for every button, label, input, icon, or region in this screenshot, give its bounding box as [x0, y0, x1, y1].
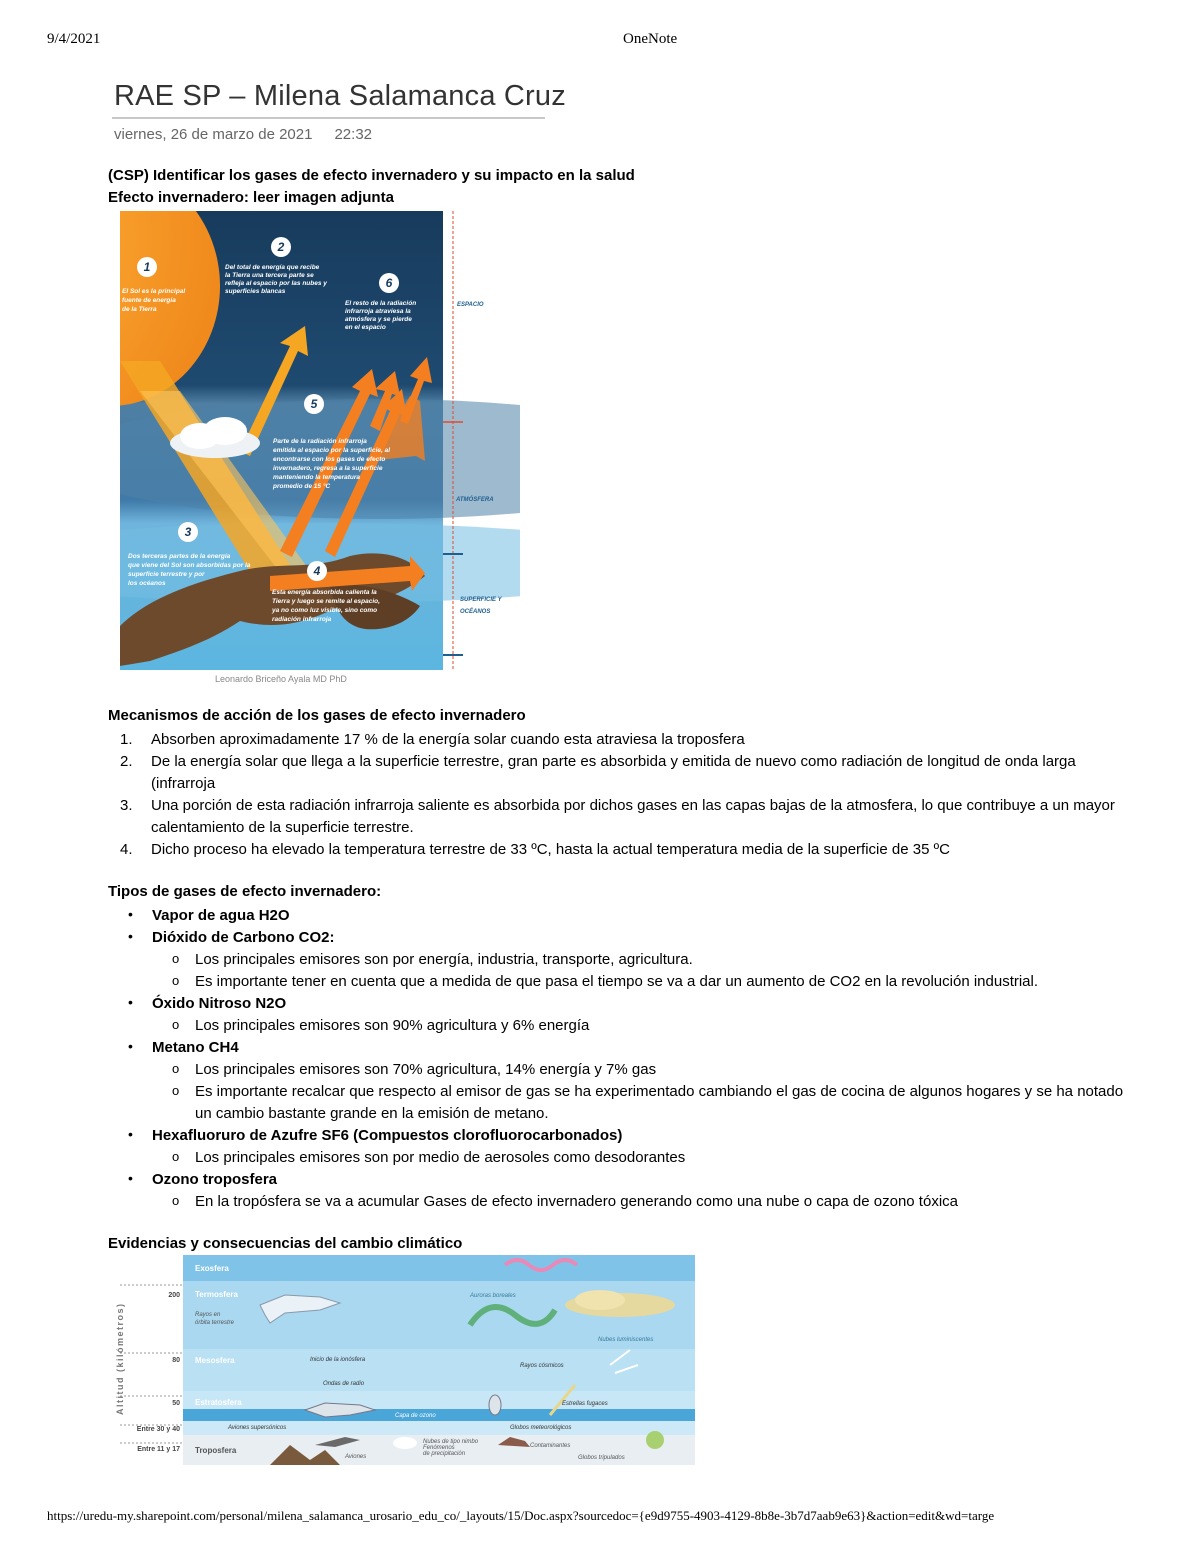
- fig1-caption-5: manteniendo la temperatura: [273, 474, 361, 481]
- fig1-caption-4: ya no como luz visible, sino como: [272, 607, 378, 614]
- fig1-label-espacio: ESPACIO: [457, 302, 484, 308]
- fig2-label-nubes-lum: Nubes luminiscentes: [598, 1337, 654, 1343]
- fig1-caption-5: invernadero, regresa a la superficie: [273, 465, 383, 472]
- fig1-caption-4: radiación infrarroja: [272, 616, 332, 623]
- gas-note: Los principales emisores son por medio de aerosoles como desodorantes: [195, 1149, 686, 1166]
- fig1-caption-2: superficies blancas: [225, 288, 286, 295]
- fig2-label-rayos-x: órbita terrestre: [195, 1320, 235, 1326]
- greenhouse-effect-figure: [120, 211, 520, 686]
- sub-bullet-icon: o: [172, 973, 180, 988]
- gas-note: Es importante recalcar que respecto al emisor de gas se ha experimentado cambiando el gas de cocina de algunos hogares y se ha notado un cambio bastante grande en la emisión de metano.: [195, 1083, 1124, 1122]
- fig1-caption-4: Tierra y luego se remite al espacio,: [272, 598, 380, 605]
- fig2-label-rayos-x: Rayos en: [195, 1312, 221, 1318]
- fig1-caption-2: Del total de energía que recibe: [225, 264, 320, 271]
- fig1-label-atmosfera: ATMÓSFERA: [456, 497, 494, 503]
- bullet-icon: •: [128, 1126, 133, 1142]
- fig1-label-superficie-1: SUPERFICIE Y: [460, 597, 502, 603]
- section-heading-mechanisms: Mecanismos de acción de los gases de efecto invernadero: [108, 707, 526, 724]
- fig1-caption-5: emitida al espacio por la superficie, al: [273, 447, 391, 454]
- fig1-credit: Leonardo Briceño Ayala MD PhD: [215, 674, 347, 684]
- page-time: 22:32: [334, 126, 373, 143]
- gas-note: Los principales emisores son 90% agricultura y 6% energía: [195, 1017, 590, 1034]
- fig2-tick: Entre 11 y 17: [137, 1446, 180, 1453]
- title-underline: [112, 117, 545, 119]
- print-date: 9/4/2021: [47, 31, 101, 47]
- sub-bullet-icon: o: [172, 1017, 180, 1032]
- fig1-num-5: 5: [310, 397, 318, 411]
- fig2-tick: 80: [172, 1357, 180, 1364]
- list-item: 2. De la energía solar que llega a la superficie terrestre, gran parte es absorbida y emitida de nuevo como radiación de longitud de onda larga (infrarroja: [120, 753, 1076, 792]
- gas-note: Es importante tener en cuenta que a medida de que pasa el tiempo se va a dar un aumento de CO2 en la revolución industrial.: [195, 973, 1039, 990]
- fig1-num-2: 2: [277, 240, 285, 254]
- section-heading-csp: (CSP) Identificar los gases de efecto invernadero y su impacto en la salud: [108, 167, 635, 184]
- list-item: 4. Dicho proceso ha elevado la temperatura terrestre de 33 ºC, hasta la actual temperatura media de la superficie de 35 ºC: [120, 841, 950, 858]
- fig2-tick: Entre 30 y 40: [136, 1426, 180, 1433]
- gas-note: Los principales emisores son por energía, industria, transporte, agricultura.: [195, 951, 693, 968]
- bullet-icon: •: [128, 1038, 133, 1054]
- fig1-num-3: 3: [184, 525, 192, 539]
- gas-item: Óxido Nitroso N2O: [152, 995, 287, 1012]
- gas-item: Metano CH4: [152, 1039, 239, 1056]
- fig2-axis-label: Altitud (kilómetros): [115, 1302, 125, 1415]
- page-date: viernes, 26 de marzo de 2021: [114, 126, 313, 143]
- fig1-caption-1: fuente de energía: [122, 297, 176, 304]
- list-item: 3. Una porción de esta radiación infrarroja saliente es absorbida por dichos gases en las capas bajas de la atmosfera, lo que contribuye a un mayor calentamiento de la superficie terrestre.: [120, 797, 1115, 836]
- fig2-label-nubes-lluvia: de precipitación: [423, 1451, 466, 1457]
- fig2-label-globos-trip: Globos tripulados: [578, 1455, 625, 1461]
- page-datetime: [114, 126, 372, 143]
- section-heading-evidence: Evidencias y consecuencias del cambio climático: [108, 1235, 463, 1252]
- fig1-label-superficie-2: OCÉANOS: [460, 609, 491, 615]
- list-item: 1. Absorben aproximadamente 17 % de la energía solar cuando esta atraviesa la troposfera: [120, 731, 745, 748]
- fig1-caption-2: refleja al espacio por las nubes y: [225, 280, 327, 287]
- bullet-icon: •: [128, 1170, 133, 1186]
- fig1-caption-6: infrarroja atraviesa la: [345, 308, 411, 315]
- fig2-tick: 200: [168, 1292, 180, 1299]
- fig1-caption-6: atmósfera y se pierde: [345, 316, 412, 323]
- fig1-caption-3: los océanos: [128, 580, 166, 587]
- sub-bullet-icon: o: [172, 1193, 180, 1208]
- section-heading-gas-types: Tipos de gases de efecto invernadero:: [108, 883, 382, 900]
- fig1-caption-6: en el espacio: [345, 324, 386, 331]
- fig1-caption-5: Parte de la radiación infrarroja: [273, 438, 367, 445]
- gas-item: Ozono troposfera: [152, 1171, 278, 1188]
- fig1-caption-5: promedio de 15 °C: [273, 483, 331, 490]
- fig1-caption-5: encontrarse con los gases de efecto: [273, 456, 386, 463]
- fig2-label-ionosfera: Inicio de la ionósfera: [310, 1357, 366, 1363]
- fig2-label-rayos-cosmicos: Rayos cósmicos: [520, 1363, 564, 1369]
- fig2-label-aviones: Aviones: [345, 1454, 367, 1460]
- gas-item: Hexafluoruro de Azufre SF6 (Compuestos clorofluorocarbonados): [152, 1127, 623, 1144]
- gas-item: Dióxido de Carbono CO2:: [152, 929, 335, 946]
- atmosphere-layers-figure: [110, 1255, 695, 1467]
- bullet-icon: •: [128, 994, 133, 1010]
- fig2-label-globos-met: Globos meteorológicos: [510, 1425, 572, 1431]
- section-subheading-image: Efecto invernadero: leer imagen adjunta: [108, 189, 394, 206]
- fig1-caption-1: de la Tierra: [122, 306, 157, 313]
- fig2-layer: Mesosfera: [195, 1356, 235, 1365]
- fig2-layer: Exosfera: [195, 1264, 229, 1273]
- bullet-icon: •: [128, 906, 133, 922]
- fig1-caption-3: que viene del Sol son absorbidas por la: [128, 562, 251, 569]
- footer-url: https://uredu-my.sharepoint.com/personal/milena_salamanca_urosario_edu_co/_layouts/15/Doc.aspx?sourcedoc={e9d9755-4903-4129-8b8e-3b7d7aab9e63}&action=edit&wd=targe: [47, 1508, 995, 1523]
- fig2-label-ondas: Ondas de radio: [323, 1381, 365, 1387]
- fig2-label-nubes-lluvia: Nubes de tipo nimbo: [423, 1439, 479, 1445]
- sub-bullet-icon: o: [172, 1061, 180, 1076]
- fig1-caption-2: la Tierra una tercera parte se: [225, 272, 314, 279]
- gas-note: En la tropósfera se va a acumular Gases de efecto invernadero generando como una nube o capa de ozono tóxica: [195, 1193, 958, 1210]
- fig1-caption-3: Dos terceras partes de la energía: [128, 553, 231, 560]
- fig1-num-4: 4: [313, 564, 321, 578]
- fig2-label-ozono: Capa de ozono: [395, 1413, 436, 1419]
- fig1-num-6: 6: [385, 276, 393, 290]
- fig1-caption-4: Esta energía absorbida calienta la: [272, 589, 377, 596]
- fig1-caption-1: El Sol es la principal: [122, 288, 186, 295]
- bullet-icon: •: [128, 928, 133, 944]
- gas-note: Los principales emisores son 70% agricultura, 14% energía y 7% gas: [195, 1061, 657, 1078]
- fig2-layer: Estratosfera: [195, 1398, 242, 1407]
- fig1-caption-6: El resto de la radiación: [345, 300, 417, 307]
- fig2-label-estrellas: Estrellas fugaces: [562, 1401, 608, 1407]
- fig1-caption-3: superficie terrestre y por: [128, 571, 205, 578]
- print-app-name: OneNote: [623, 31, 678, 47]
- page-title[interactable]: RAE SP – Milena Salamanca Cruz: [114, 80, 566, 112]
- fig2-tick: 50: [172, 1400, 180, 1407]
- fig2-layer: Termosfera: [195, 1290, 238, 1299]
- gas-item: Vapor de agua H2O: [152, 907, 290, 924]
- fig2-label-contaminantes: Contaminantes: [530, 1443, 571, 1449]
- fig1-num-1: 1: [143, 260, 151, 274]
- fig2-label-auroras: Auroras boreales: [470, 1293, 516, 1299]
- fig2-layer: Troposfera: [195, 1446, 237, 1455]
- fig2-label-nubes-lluvia: Fenómenos: [423, 1445, 455, 1451]
- sub-bullet-icon: o: [172, 1149, 180, 1164]
- sub-bullet-icon: o: [172, 1083, 180, 1098]
- fig2-label-aviones-super: Aviones supersónicos: [228, 1425, 287, 1431]
- sub-bullet-icon: o: [172, 951, 180, 966]
